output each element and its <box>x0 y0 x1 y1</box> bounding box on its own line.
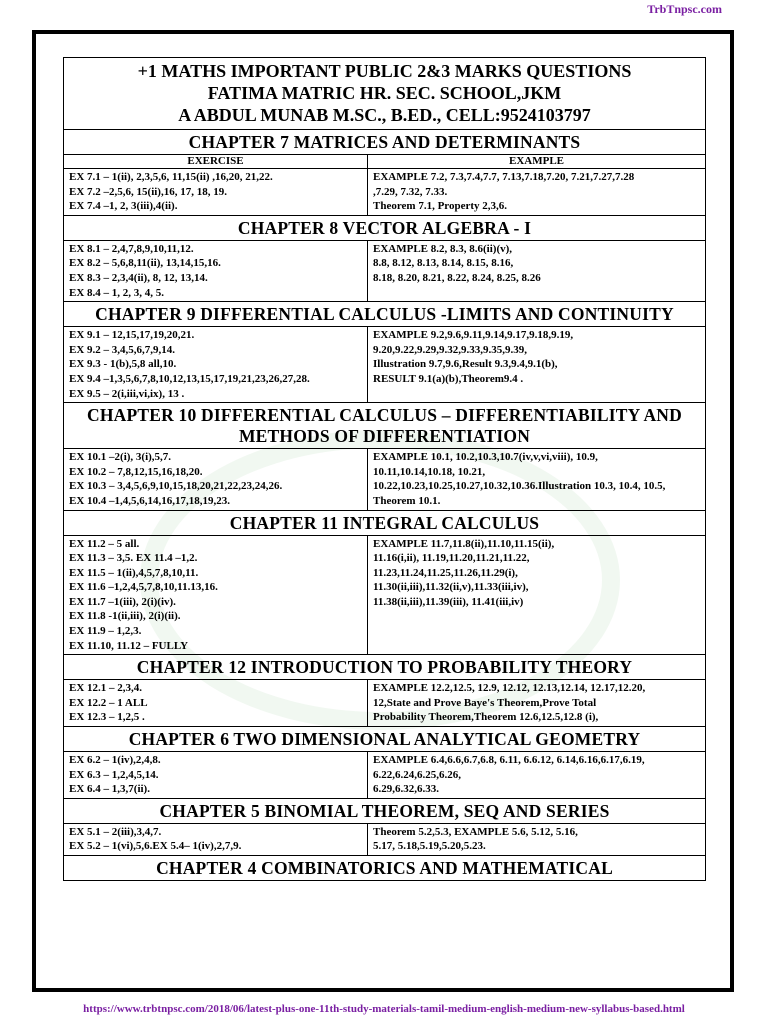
exercise-line: EX 8.4 – 1, 2, 3, 4, 5. <box>69 286 165 299</box>
example-cell <box>368 240 706 301</box>
exercise-line: EX 9.5 – 2(i,iii,vi,ix), 13 . <box>69 387 185 400</box>
exercise-line: EX 9.1 – 12,15,17,19,20,21. <box>69 329 195 342</box>
exercise-cell <box>64 535 368 655</box>
example-line: EXAMPLE 9.2,9.6,9.11,9.14,9.17,9.18,9.19, <box>373 329 574 342</box>
header-school: FATIMA MATRIC HR. SEC. SCHOOL,JKM <box>207 83 562 103</box>
exercise-cell <box>64 327 368 403</box>
chapter-content-row <box>64 823 706 855</box>
chapter-title: CHAPTER 8 VECTOR ALGEBRA - I <box>64 215 706 240</box>
exercise-line: EX 12.3 – 1,2,5 . <box>69 711 145 724</box>
example-line: EXAMPLE 8.2, 8.3, 8.6(ii)(v), <box>373 242 513 255</box>
exercise-cell <box>64 752 368 799</box>
example-line: RESULT 9.1(a)(b),Theorem9.4 . <box>373 372 524 385</box>
example-line: Theorem 5.2,5.3, EXAMPLE 5.6, 5.12, 5.16, <box>373 825 578 838</box>
chapter-title-row <box>64 403 706 449</box>
exercise-line: EX 11.10, 11.12 – FULLY <box>69 639 189 652</box>
example-line: Theorem 7.1, Property 2,3,6. <box>373 200 508 213</box>
example-line: 10.11,10.14,10.18, 10.21, <box>373 465 486 478</box>
exercise-line: EX 6.4 – 1,3,7(ii). <box>69 783 150 796</box>
example-cell <box>368 823 706 855</box>
header-author: A ABDUL MUNAB M.SC., B.ED., CELL:9524103797 <box>178 105 591 125</box>
exercise-line: EX 11.7 –1(iii), 2(i)(iv). <box>69 595 176 608</box>
exercise-line: EX 10.3 – 3,4,5,6,9,10,15,18,20,21,22,23,24,26. <box>69 480 283 493</box>
chapter-title: CHAPTER 10 DIFFERENTIAL CALCULUS – DIFFERENTIABILITY AND METHODS OF DIFFERENTIATION <box>64 403 706 449</box>
exercise-line: EX 7.2 –2,5,6, 15(ii),16, 17, 18, 19. <box>69 185 227 198</box>
exercise-cell <box>64 680 368 727</box>
chapter-content-row <box>64 327 706 403</box>
example-line: 11.38(ii,iii),11.39(iii), 11.41(iii,iv) <box>373 595 524 608</box>
exercise-line: EX 7.1 – 1(ii), 2,3,5,6, 11,15(ii) ,16,20, 21,22. <box>69 171 273 183</box>
chapter-title-row <box>64 798 706 823</box>
exercise-cell <box>64 823 368 855</box>
example-line: EXAMPLE 6.4,6.6,6.7,6.8, 6.11, 6.6.12, 6.14,6.16,6.17,6.19, <box>373 754 645 767</box>
exercise-line: EX 12.1 – 2,3,4. <box>69 682 143 695</box>
header-title: +1 MATHS IMPORTANT PUBLIC 2&3 MARKS QUESTIONS <box>137 61 632 81</box>
column-header-row <box>64 155 706 169</box>
chapter-title-row <box>64 215 706 240</box>
exercise-line: EX 11.9 – 1,2,3. <box>69 625 142 638</box>
header-row <box>64 58 706 130</box>
chapter-title: CHAPTER 9 DIFFERENTIAL CALCULUS -LIMITS AND CONTINUITY <box>64 302 706 327</box>
example-line: Illustration 9.7,9.6,Result 9.3,9.4,9.1(b), <box>373 358 558 371</box>
example-line: EXAMPLE 11.7,11.8(ii),11.10,11.15(ii), <box>373 537 555 550</box>
exercise-line: EX 10.1 –2(i), 3(i),5,7. <box>69 451 172 464</box>
exercise-line: EX 6.3 – 1,2,4,5,14. <box>69 768 159 781</box>
example-line: 12,State and Prove Baye's Theorem,Prove Total <box>373 696 597 709</box>
chapter-title-row <box>64 856 706 881</box>
example-line: 11.16(i,ii), 11.19,11.20,11.21,11.22, <box>373 552 530 565</box>
exercise-cell <box>64 240 368 301</box>
example-line: EXAMPLE 10.1, 10.2,10.3,10.7(iv,v,vi,viii), 10.9, <box>373 451 598 464</box>
example-cell <box>368 535 706 655</box>
chapter-content-row <box>64 169 706 216</box>
example-line: 8.18, 8.20, 8.21, 8.22, 8.24, 8.25, 8.26 <box>373 271 541 284</box>
example-line: 11.30(ii,iii),11.32(ii,v),11.33(iii,iv), <box>373 581 529 594</box>
chapter-title: CHAPTER 12 INTRODUCTION TO PROBABILITY THEORY <box>64 655 706 680</box>
exercise-line: EX 8.3 – 2,3,4(ii), 8, 12, 13,14. <box>69 271 208 284</box>
example-line: 9.20,9.22,9.29,9.32,9.33,9.35,9.39, <box>373 343 527 356</box>
footer-link[interactable]: https://www.trbtnpsc.com/2018/06/latest-plus-one-11th-study-materials-tamil-medium-english-medium-new-syllabus-based.html <box>83 1003 685 1015</box>
example-line: 8.8, 8.12, 8.13, 8.14, 8.15, 8.16, <box>373 257 514 270</box>
example-cell <box>368 449 706 510</box>
example-cell <box>368 752 706 799</box>
example-line: 5.17, 5.18,5.19,5.20,5.23. <box>373 840 486 853</box>
exercise-line: EX 8.2 – 5,6,8,11(ii), 13,14,15,16. <box>69 257 221 270</box>
chapter-title-row <box>64 510 706 535</box>
questions-table <box>63 57 706 881</box>
exercise-line: EX 9.3 - 1(b),5,8 all,10. <box>69 358 177 371</box>
chapter-title-row <box>64 302 706 327</box>
exercise-line: EX 10.4 –1,4,5,6,14,16,17,18,19,23. <box>69 494 231 507</box>
chapter-title-row <box>64 130 706 155</box>
example-line: 11.23,11.24,11.25,11.26,11.29(i), <box>373 566 518 579</box>
exercise-column-header: EXERCISE <box>64 155 368 169</box>
exercise-cell <box>64 169 368 216</box>
exercise-line: EX 6.2 – 1(iv),2,4,8. <box>69 754 161 767</box>
exercise-line: EX 9.4 –1,3,5,6,7,8,10,12,13,15,17,19,21,23,26,27,28. <box>69 372 310 385</box>
example-cell <box>368 327 706 403</box>
exercise-line: EX 11.5 – 1(ii),4,5,7,8,10,11. <box>69 566 199 579</box>
example-line: 10.22,10.23,10.25,10.27,10.32,10.36.Illustration 10.3, 10.4, 10.5, <box>373 480 666 493</box>
exercise-line: EX 11.8 -1(ii,iii), 2(i)(ii). <box>69 610 181 623</box>
chapter-title: CHAPTER 4 COMBINATORICS AND MATHEMATICAL <box>64 856 706 881</box>
chapter-title: CHAPTER 11 INTEGRAL CALCULUS <box>64 510 706 535</box>
example-line: Theorem 10.1. <box>373 494 441 507</box>
exercise-line: EX 11.3 – 3,5. EX 11.4 –1,2. <box>69 552 198 565</box>
exercise-line: EX 7.4 –1, 2, 3(iii),4(ii). <box>69 200 178 213</box>
chapter-content-row <box>64 535 706 655</box>
exercise-line: EX 8.1 – 2,4,7,8,9,10,11,12. <box>69 242 194 255</box>
example-cell <box>368 680 706 727</box>
example-line: ,7.29, 7.32, 7.33. <box>373 185 448 198</box>
example-line: 6.29,6.32,6.33. <box>373 783 439 796</box>
site-tag-link[interactable]: TrbTnpsc.com <box>647 2 722 16</box>
chapter-content-row <box>64 449 706 510</box>
exercise-line: EX 11.6 –1,2,4,5,7,8,10,11.13,16. <box>69 581 218 594</box>
chapter-title-row <box>64 727 706 752</box>
example-line: EXAMPLE 12.2,12.5, 12.9, 12.12, 12.13,12.14, 12.17,12.20, <box>373 682 646 695</box>
chapter-content-row <box>64 752 706 799</box>
chapter-title: CHAPTER 6 TWO DIMENSIONAL ANALYTICAL GEOMETRY <box>64 727 706 752</box>
exercise-line: EX 9.2 – 3,4,5,6,7,9,14. <box>69 343 176 356</box>
example-line: Probability Theorem,Theorem 12.6,12.5,12.8 (i), <box>373 711 599 724</box>
chapter-title-row <box>64 655 706 680</box>
example-line: EXAMPLE 7.2, 7.3,7.4,7.7, 7.13,7.18,7.20, 7.21,7.27,7.28 <box>373 171 635 183</box>
chapter-title: CHAPTER 5 BINOMIAL THEOREM, SEQ AND SERIES <box>64 798 706 823</box>
exercise-line: EX 5.2 – 1(vi),5,6.EX 5.4– 1(iv),2,7,9. <box>69 840 242 853</box>
exercise-line: EX 12.2 – 1 ALL <box>69 696 148 709</box>
chapter-title: CHAPTER 7 MATRICES AND DETERMINANTS <box>64 130 706 155</box>
example-cell <box>368 169 706 216</box>
exercise-line: EX 5.1 – 2(iii),3,4,7. <box>69 825 162 838</box>
chapter-content-row <box>64 240 706 301</box>
example-column-header: EXAMPLE <box>368 155 706 169</box>
example-line: 6.22,6.24,6.25,6.26, <box>373 768 461 781</box>
exercise-cell <box>64 449 368 510</box>
document-header <box>64 58 706 130</box>
chapter-content-row <box>64 680 706 727</box>
exercise-line: EX 10.2 – 7,8,12,15,16,18,20. <box>69 465 203 478</box>
exercise-line: EX 11.2 – 5 all. <box>69 537 140 550</box>
